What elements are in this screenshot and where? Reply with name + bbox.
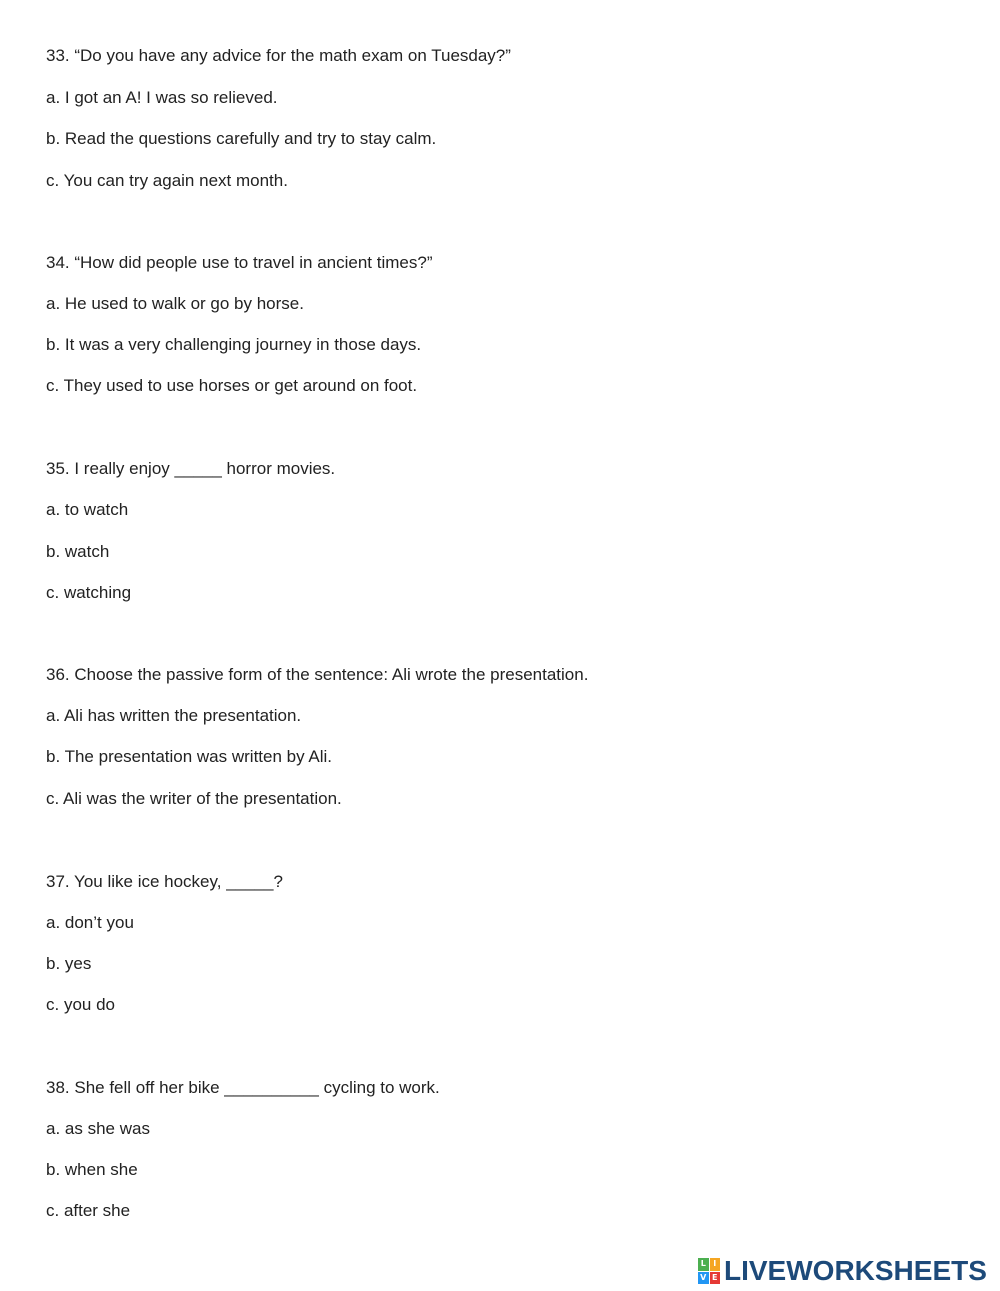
liveworksheets-logo-text: LIVEWORKSHEETS xyxy=(724,1255,987,1286)
question-36-prompt: 36. Choose the passive form of the sentence: Ali wrote the presentation. xyxy=(46,665,589,684)
question-34-prompt: 34. “How did people use to travel in ancient times?” xyxy=(46,253,433,272)
question-38-option-c: c. after she xyxy=(46,1201,131,1220)
question-37-option-a: a. don’t you xyxy=(46,913,134,932)
question-35-prompt: 35. I really enjoy _____ horror movies. xyxy=(46,459,336,478)
liveworksheets-logo-mark xyxy=(698,1258,720,1284)
logo-mark-letter-e: E xyxy=(710,1272,721,1285)
question-33-option-b: b. Read the questions carefully and try to stay calm. xyxy=(46,129,437,148)
question-34-option-b: b. It was a very challenging journey in those days. xyxy=(46,335,422,354)
question-38-option-a: a. as she was xyxy=(46,1119,150,1138)
question-33-prompt: 33. “Do you have any advice for the math exam on Tuesday?” xyxy=(46,46,511,65)
question-36-option-a: a. Ali has written the presentation. xyxy=(46,706,302,725)
question-33-option-c: c. You can try again next month. xyxy=(46,171,288,190)
question-37-option-b: b. yes xyxy=(46,954,92,973)
question-35-option-b: b. watch xyxy=(46,542,110,561)
logo-mark-letter-l: L xyxy=(698,1258,709,1271)
question-37-prompt: 37. You like ice hockey, _____? xyxy=(46,872,283,891)
logo-mark-letter-v: V xyxy=(698,1272,709,1285)
question-34-option-a: a. He used to walk or go by horse. xyxy=(46,294,304,313)
liveworksheets-logo xyxy=(698,1256,987,1286)
question-34-option-c: c. They used to use horses or get around on foot. xyxy=(46,376,418,395)
question-38-prompt: 38. She fell off her bike __________ cycling to work. xyxy=(46,1078,440,1097)
question-37-option-c: c. you do xyxy=(46,995,115,1014)
logo-mark-letter-i: I xyxy=(710,1258,721,1271)
question-36-option-c: c. Ali was the writer of the presentation. xyxy=(46,789,342,808)
question-35-option-c: c. watching xyxy=(46,583,132,602)
question-36-option-b: b. The presentation was written by Ali. xyxy=(46,747,333,766)
question-38-option-b: b. when she xyxy=(46,1160,138,1179)
question-35-option-a: a. to watch xyxy=(46,500,129,519)
question-33-option-a: a. I got an A! I was so relieved. xyxy=(46,88,278,107)
